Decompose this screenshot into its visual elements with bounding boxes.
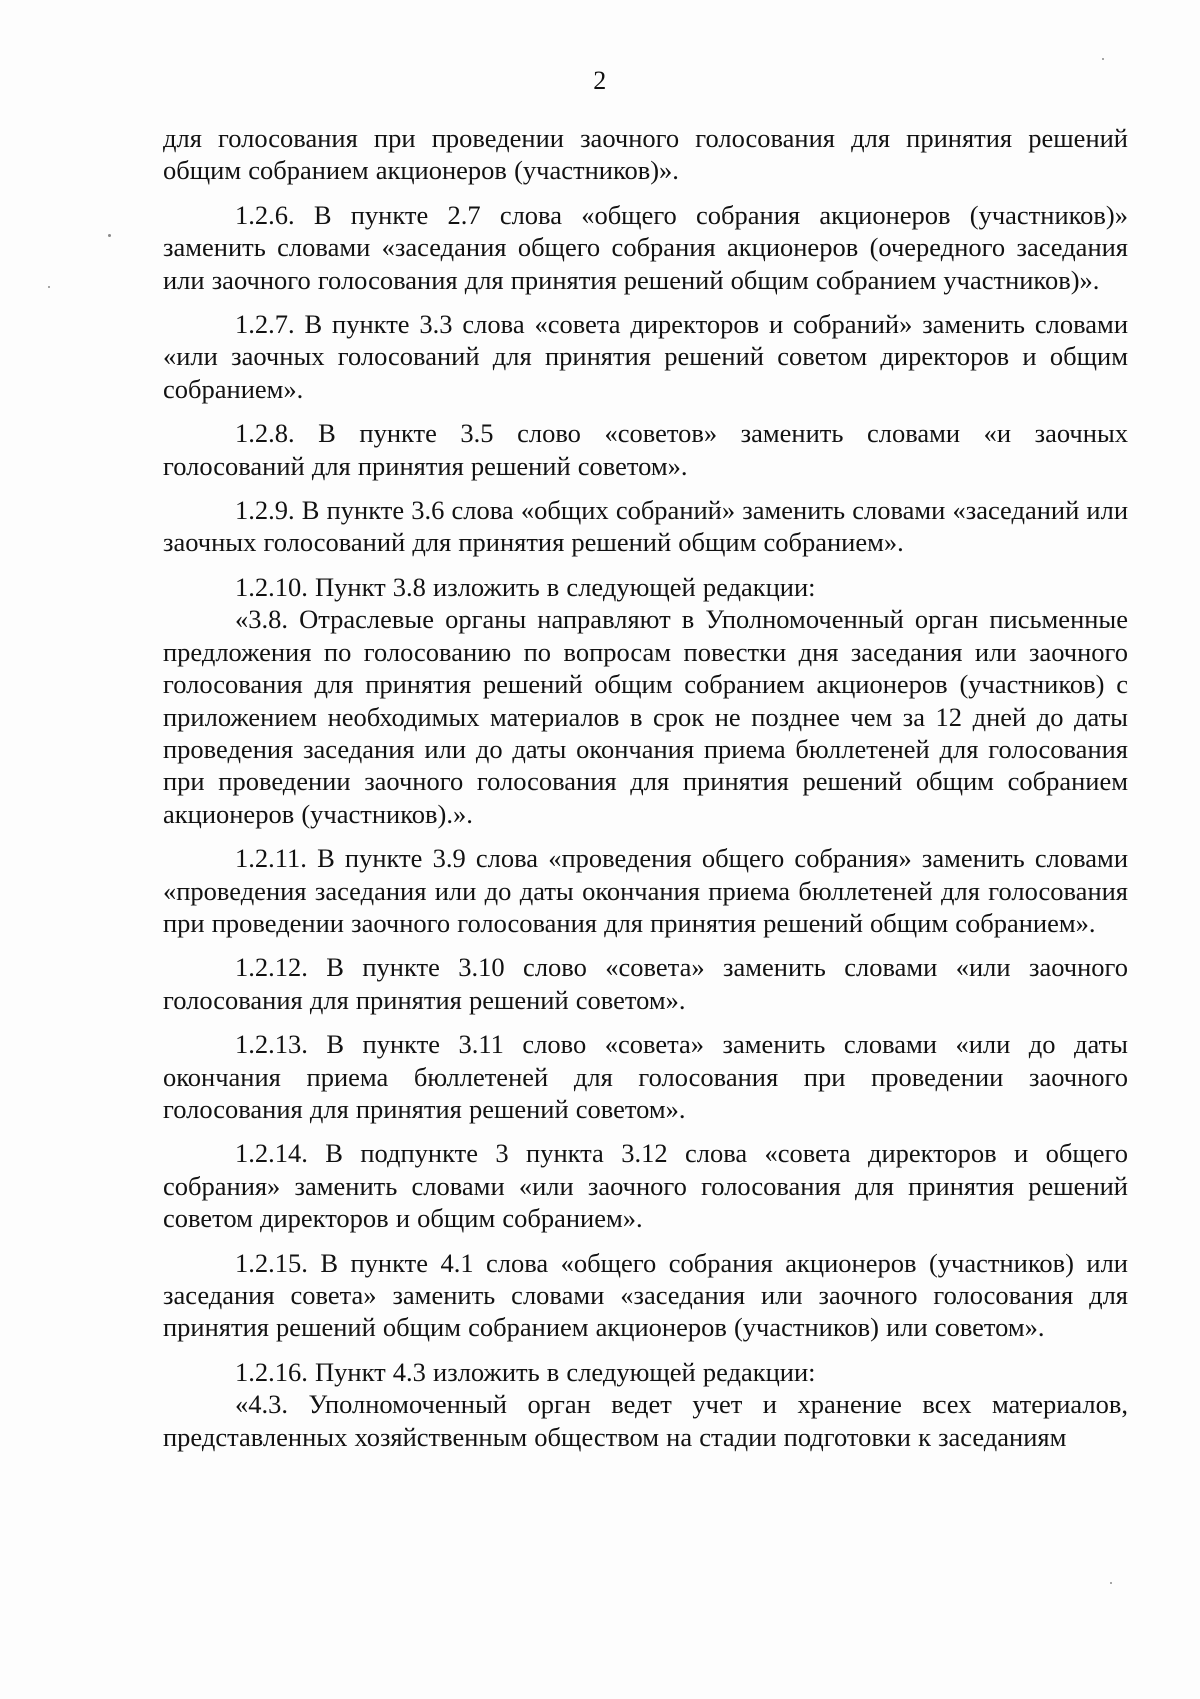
paragraph-1-2-9: 1.2.9. В пункте 3.6 слова «общих собраний» заменить словами «заседаний или заочных голосований для принятия решений общим собранием». [163, 495, 1128, 558]
paragraph-1-2-16: 1.2.16. Пункт 4.3 изложить в следующей редакции: [235, 1356, 816, 1387]
scan-speck [1102, 58, 1104, 60]
scan-speck [1110, 1582, 1112, 1584]
paragraph-1-2-10: 1.2.10. Пункт 3.8 изложить в следующей редакции: [235, 571, 816, 602]
scan-speck [108, 234, 111, 237]
paragraph-1-2-7: 1.2.7. В пункте 3.3 слова «совета директоров и собраний» заменить словами «или заочных голосований для принятия решений советом директоров и общим собранием». [163, 309, 1128, 404]
paragraph-1-2-14: 1.2.14. В подпункте 3 пункта 3.12 слова «совета директоров и общего собрания» заменить словами «или заочного голосования для принятия решений советом директоров и общим собранием». [163, 1138, 1128, 1234]
paragraph-1-2-13: 1.2.13. В пункте 3.11 слово «совета» заменить словами «или до даты окончания приема бюллетеней для голосования при проведении заочного голосования для принятия решений советом». [163, 1029, 1128, 1124]
paragraph-1-2-8: 1.2.8. В пункте 3.5 слово «советов» заменить словами «и заочных голосований для принятия решений советом». [163, 418, 1128, 481]
paragraph-4-3-quoted: «4.3. Уполномоченный орган ведет учет и хранение всех материалов, представленных хозяйственным обществом на стадии подготовки к заседаниям [163, 1389, 1128, 1452]
scan-speck [48, 286, 50, 288]
page-number: 2 [593, 66, 607, 95]
paragraph-1-2-11: 1.2.11. В пункте 3.9 слова «проведения общего собрания» заменить словами «проведения заседания или до даты окончания приема бюллетеней для голосования при проведении заочного голосования для принятия решений общим собранием». [163, 843, 1128, 938]
paragraph-1-2-15: 1.2.15. В пункте 4.1 слова «общего собрания акционеров (участников) или заседания совета» заменить словами «заседания или заочного голосования для принятия решений общим собранием акционеров (участников) или советом». [163, 1247, 1128, 1343]
paragraph-continuation: для голосования при проведении заочного голосования для принятия решений общим собранием акционеров (участников)». [163, 123, 1128, 186]
paragraph-1-2-12: 1.2.12. В пункте 3.10 слово «совета» заменить словами «или заочного голосования для принятия решений советом». [163, 952, 1128, 1015]
paragraph-3-8-quoted: «3.8. Отраслевые органы направляют в Уполномоченный орган письменные предложения по голосованию по вопросам повестки дня заседания или заочного голосования для принятия решений общим собранием акционеров (участников) с приложением необходимых материалов в срок не позднее чем за 12 дней до даты проведения заседания или до даты окончания приема бюллетеней для голосования при проведении заочного голосования для принятия решений общим собранием акционеров (участников).». [163, 604, 1128, 829]
paragraph-1-2-6: 1.2.6. В пункте 2.7 слова «общего собрания акционеров (участников)» заменить словами «заседания общего собрания акционеров (очередного заседания или заочного голосования для принятия решений общим собранием участников)». [163, 199, 1128, 295]
document-body [163, 122, 1128, 1465]
